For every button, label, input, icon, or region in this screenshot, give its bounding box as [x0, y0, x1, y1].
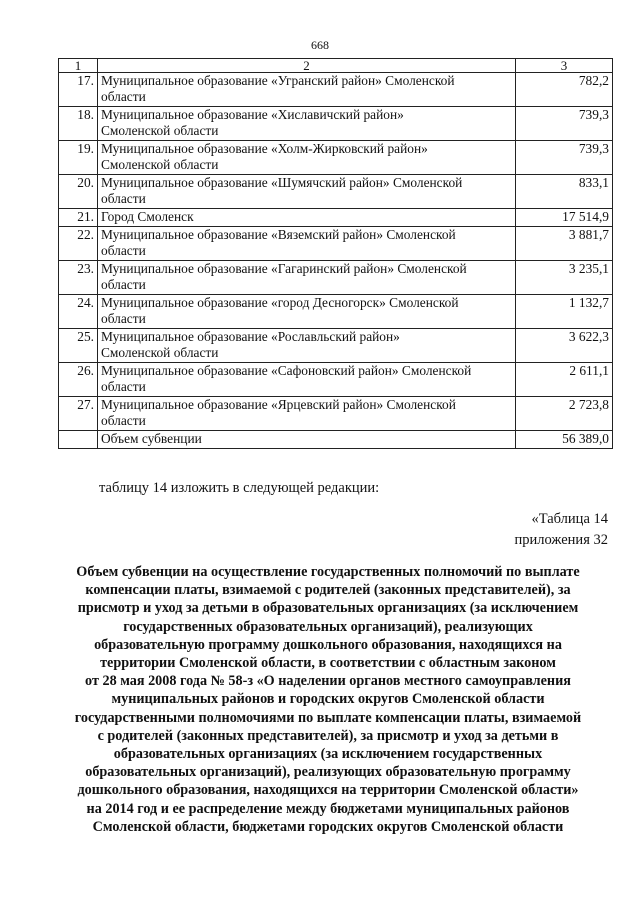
heading-line: присмотр и уход за детьми в образовательных организациях (за исключением	[77, 600, 579, 617]
row-number: 24.	[59, 295, 98, 329]
municipality-name-line: области	[101, 277, 146, 292]
subvention-amount: 3 881,7	[516, 227, 613, 261]
subvention-amount: 782,2	[516, 73, 613, 107]
municipality-name-line: Смоленской области	[101, 123, 219, 138]
municipality-name-line: Муниципальное образование «Рославльский район»	[101, 329, 400, 344]
row-number: 23.	[59, 261, 98, 295]
municipality-name	[98, 175, 516, 209]
municipality-name	[98, 209, 516, 227]
heading-line: с родителей (законных представителей), за присмотр и уход за детьми в	[97, 727, 559, 744]
municipality-name-line: Муниципальное образование «Ярцевский район» Смоленской	[101, 397, 456, 412]
municipality-name-line: области	[101, 89, 146, 104]
row-number: 18.	[59, 107, 98, 141]
table-row	[59, 227, 613, 261]
row-number: 25.	[59, 329, 98, 363]
page-number: 668	[311, 38, 329, 52]
heading-line: компенсации платы, взимаемой с родителей (законных представителей), за	[85, 582, 571, 599]
municipality-name	[98, 295, 516, 329]
municipality-name	[98, 227, 516, 261]
table-reference	[515, 509, 608, 551]
heading-line: образовательных организаций), реализующих образовательную программу	[85, 764, 571, 781]
subvention-amount: 3 235,1	[516, 261, 613, 295]
table-reference-line-2: приложения 32	[514, 532, 608, 548]
subvention-amount: 2 611,1	[516, 363, 613, 397]
row-number: 17.	[59, 73, 98, 107]
total-row	[59, 431, 613, 449]
table-row	[59, 329, 613, 363]
row-number: 22.	[59, 227, 98, 261]
heading-line: дошкольного образования, находящихся на территории Смоленской области»	[77, 782, 579, 799]
column-header-3: 3	[516, 59, 613, 73]
subvention-amount: 3 622,3	[516, 329, 613, 363]
municipality-name-line: Муниципальное образование «Холм-Жирковский район»	[101, 141, 428, 156]
municipality-name-line: Муниципальное образование «Сафоновский район» Смоленской	[101, 363, 472, 378]
municipality-name-line: области	[101, 413, 146, 428]
row-number: 26.	[59, 363, 98, 397]
row-number: 21.	[59, 209, 98, 227]
heading-line: государственных образовательных организаций), реализующих	[123, 618, 533, 635]
municipality-name	[98, 107, 516, 141]
heading-line: образовательную программу дошкольного образования, находящихся на	[94, 636, 562, 653]
table-heading	[50, 563, 606, 836]
subvention-amount: 1 132,7	[516, 295, 613, 329]
municipality-name-line: области	[101, 191, 146, 206]
municipality-name	[98, 261, 516, 295]
column-header-1: 1	[59, 59, 98, 73]
heading-line: Смоленской области, бюджетами городских округов Смоленской области	[92, 818, 564, 835]
municipality-name-line: области	[101, 379, 146, 394]
instruction-text: таблицу 14 изложить в следующей редакции:	[99, 480, 380, 496]
heading-line: на 2014 год и ее распределение между бюджетами муниципальных районов	[86, 800, 570, 817]
column-header-2: 2	[98, 59, 516, 73]
subvention-table	[58, 58, 613, 449]
subvention-amount: 17 514,9	[516, 209, 613, 227]
municipality-name	[98, 73, 516, 107]
heading-line: территории Смоленской области, в соответствии с областным законом	[100, 655, 556, 672]
table-row	[59, 175, 613, 209]
municipality-name	[98, 329, 516, 363]
subvention-amount: 739,3	[516, 141, 613, 175]
table-row	[59, 73, 613, 107]
table-row	[59, 107, 613, 141]
subvention-amount: 833,1	[516, 175, 613, 209]
subvention-amount: 739,3	[516, 107, 613, 141]
heading-line: от 28 мая 2008 года № 58-з «О наделении органов местного самоуправления	[85, 673, 571, 690]
municipality-name	[98, 141, 516, 175]
municipality-name-line: Муниципальное образование «Шумячский район» Смоленской	[101, 175, 463, 190]
municipality-name-line: Муниципальное образование «город Десногорск» Смоленской	[101, 295, 459, 310]
subvention-amount: 2 723,8	[516, 397, 613, 431]
municipality-name-line: Муниципальное образование «Хиславичский район»	[101, 107, 404, 122]
total-value: 56 389,0	[516, 431, 613, 449]
municipality-name-line: Муниципальное образование «Гагаринский район» Смоленской	[101, 261, 467, 276]
municipality-name-line: области	[101, 311, 146, 326]
municipality-name-line: Смоленской области	[101, 157, 219, 172]
municipality-name-line: Смоленской области	[101, 345, 219, 360]
municipality-name-line: области	[101, 243, 146, 258]
heading-line: муниципальных районов и городских округов Смоленской области	[111, 691, 545, 708]
total-label: Объем субвенции	[98, 431, 516, 449]
heading-line: Объем субвенции на осуществление государственных полномочий по выплате	[76, 564, 580, 580]
heading-line: государственными полномочиями по выплате компенсации платы, взимаемой	[74, 709, 582, 726]
table-row	[59, 261, 613, 295]
municipality-name	[98, 397, 516, 431]
municipality-name	[98, 363, 516, 397]
table-row	[59, 209, 613, 227]
table-row	[59, 141, 613, 175]
table-row	[59, 397, 613, 431]
row-number: 27.	[59, 397, 98, 431]
heading-line: образовательных организациях (за исключением государственных	[113, 746, 543, 763]
total-empty-cell	[59, 431, 98, 449]
table-reference-line-1: «Таблица 14	[531, 511, 608, 527]
municipality-name-line: Муниципальное образование «Угранский район» Смоленской	[101, 73, 455, 88]
table-header-row	[59, 59, 613, 73]
municipality-name-line: Муниципальное образование «Вяземский район» Смоленской	[101, 227, 456, 242]
row-number: 20.	[59, 175, 98, 209]
table-row	[59, 295, 613, 329]
row-number: 19.	[59, 141, 98, 175]
municipality-name-line: Город Смоленск	[101, 209, 194, 224]
table-row	[59, 363, 613, 397]
